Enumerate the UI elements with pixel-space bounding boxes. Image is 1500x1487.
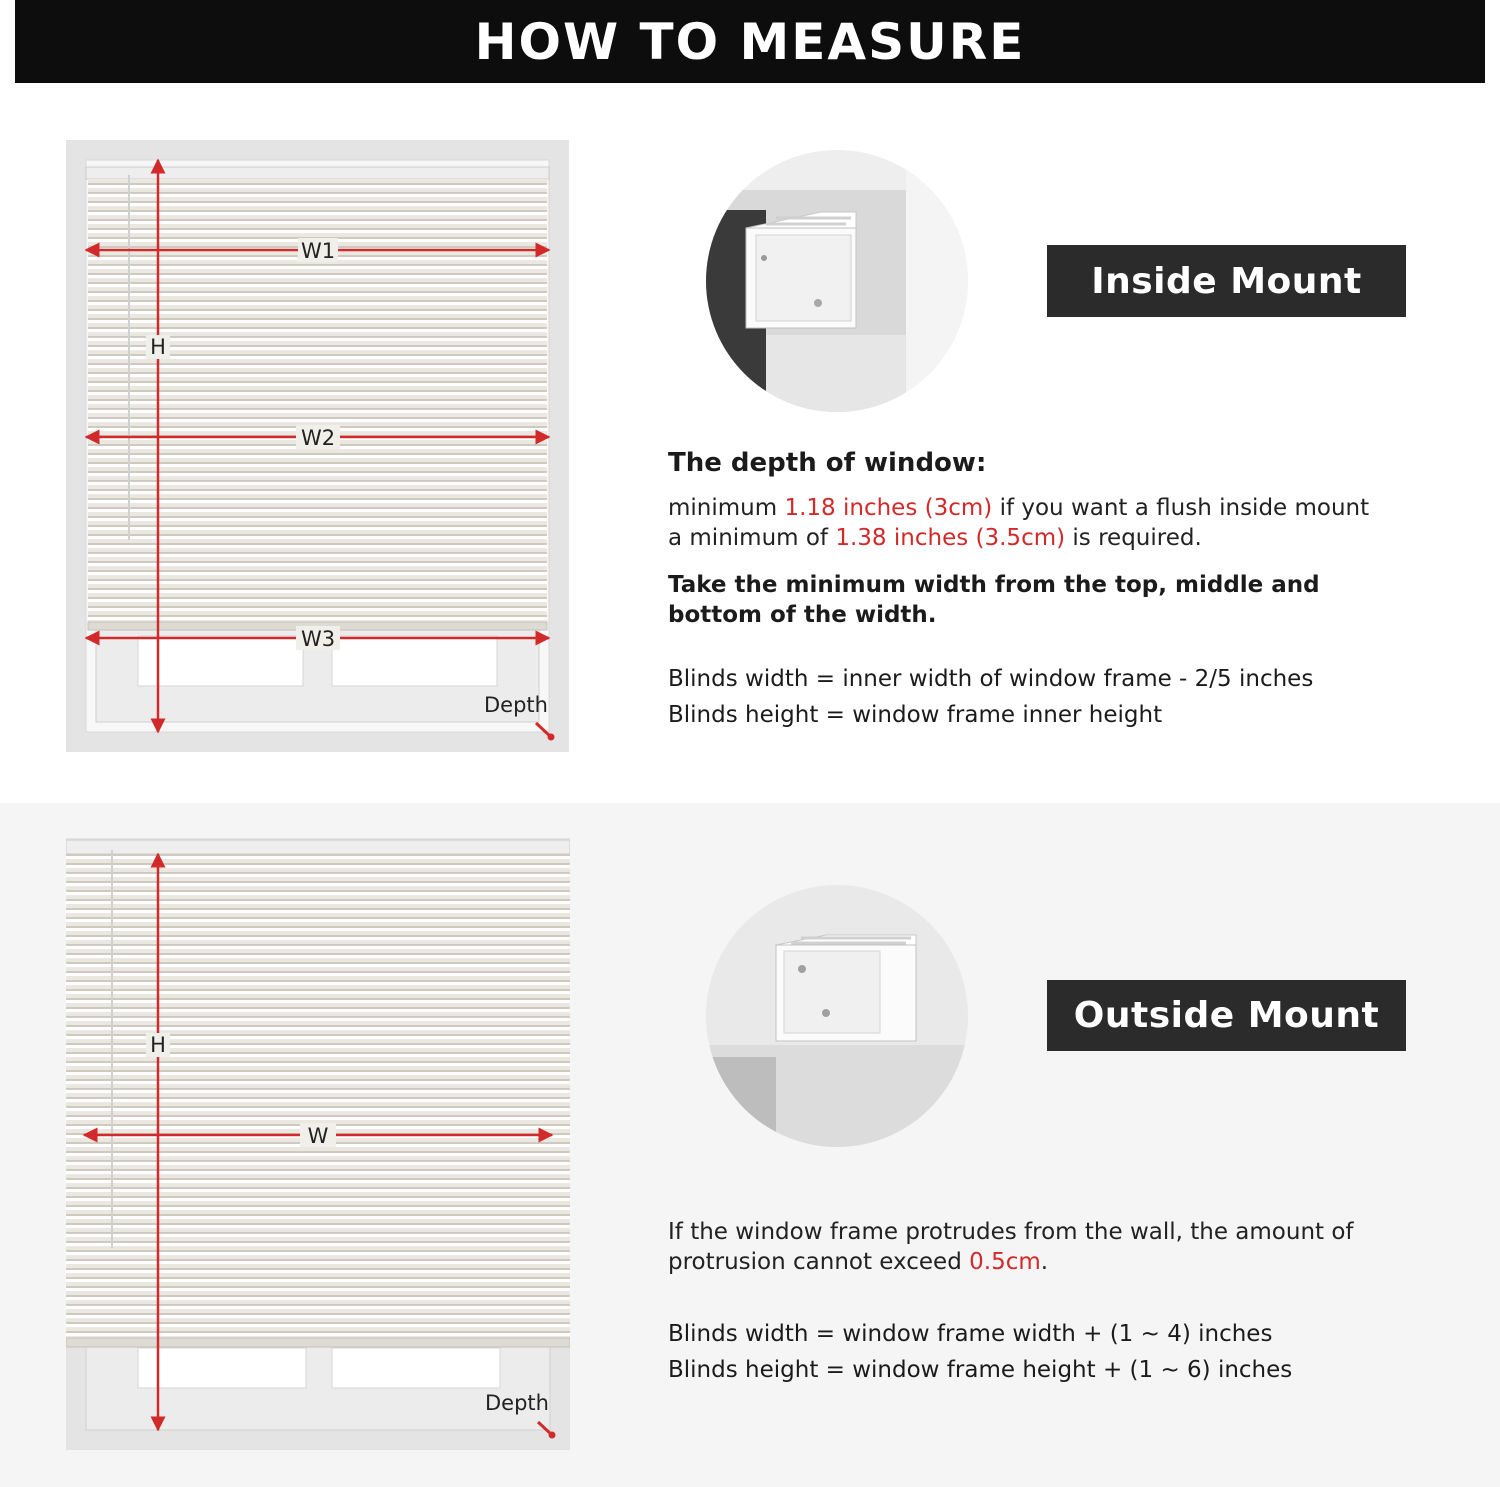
inside-formula-height: Blinds height = window frame inner height — [668, 702, 1163, 728]
inside-mount-window-diagram — [66, 140, 569, 752]
bottom-rail — [66, 1338, 570, 1347]
depth-minimum-value: 1.18 inches (3cm) — [784, 495, 993, 521]
page-title-banner — [15, 0, 1485, 83]
headrail — [66, 840, 570, 854]
depth-indicator-dot — [549, 1432, 556, 1439]
depth-heading: The depth of window: — [668, 448, 987, 478]
window-pane-right — [332, 1348, 500, 1388]
depth-label: Depth — [485, 1391, 549, 1415]
min-width-note: Take the minimum width from the top, middle and bottom of the width. — [668, 572, 1320, 628]
outside-formula-height: Blinds height = window frame height + (1 ~ 6) inches — [668, 1357, 1293, 1383]
w2-label: W2 — [300, 426, 336, 450]
inside-mount-bracket-icon — [706, 150, 968, 412]
w3-label: W3 — [300, 627, 336, 651]
h-label: H — [150, 335, 166, 359]
window-pane-left — [138, 636, 303, 686]
window-pane-right — [332, 636, 497, 686]
outside-formula-width: Blinds width = window frame width + (1 ~ 4) inches — [668, 1321, 1273, 1347]
protrusion-limit-value: 0.5cm — [969, 1249, 1041, 1275]
outside-mount-bracket-icon — [706, 885, 968, 1147]
page-title: HOW TO MEASURE — [474, 12, 1026, 71]
depth-text-part-1: minimum — [668, 495, 785, 521]
protrusion-text-part-2: . — [1040, 1249, 1049, 1275]
window-pane-left — [138, 1348, 306, 1388]
outside-mount-label-text: Outside Mount — [1073, 995, 1380, 1036]
depth-label: Depth — [484, 693, 548, 717]
inside-formula-width: Blinds width = inner width of window frame - 2/5 inches — [668, 666, 1314, 692]
depth-text-part-2: if you want a flush inside mount a minimum of — [668, 495, 1370, 551]
depth-flush-value: 1.38 inches (3.5cm) — [835, 525, 1066, 551]
outside-mount-window-diagram — [66, 838, 570, 1450]
inside-mount-label — [1047, 245, 1406, 317]
depth-requirement-text — [668, 493, 1388, 553]
protrusion-text-part-1: If the window frame protrudes from the wall, the amount of protrusion cannot exceed — [668, 1219, 1354, 1275]
h-label: H — [150, 1033, 166, 1057]
blind-slats — [66, 854, 570, 1341]
outside-mount-label — [1047, 980, 1406, 1051]
depth-indicator-dot — [548, 734, 555, 741]
w1-label: W1 — [300, 239, 336, 263]
protrusion-text — [668, 1217, 1428, 1277]
headrail — [86, 167, 549, 179]
inside-mount-label-text: Inside Mount — [1091, 260, 1362, 302]
w-label: W — [307, 1124, 329, 1148]
depth-text-part-3: is required. — [1065, 525, 1202, 551]
